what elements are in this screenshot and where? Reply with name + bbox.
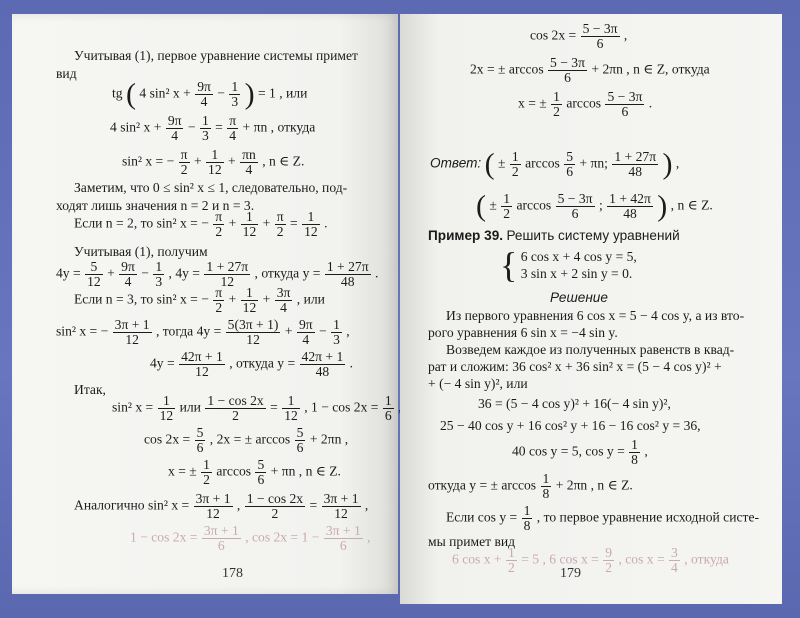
- formula-line: [110, 114, 315, 143]
- text-line: вид: [56, 66, 77, 81]
- text: , n ∈ Z.: [670, 197, 713, 213]
- page-number: 179: [560, 566, 581, 581]
- numerator: 1: [384, 393, 392, 408]
- numerator: 3π + 1: [203, 523, 239, 538]
- text: 4y =: [56, 265, 81, 281]
- denominator: 12: [220, 274, 235, 289]
- denominator: 2: [215, 300, 223, 315]
- denominator: 6: [566, 164, 574, 179]
- fraction: [227, 114, 238, 143]
- system-equation-1: 6 cos x + 4 cos y = 5,: [520, 249, 637, 264]
- paren-close: ): [657, 189, 668, 223]
- text: + 2πn ,: [309, 431, 349, 447]
- text: arccos: [525, 155, 560, 171]
- fraction: [603, 546, 614, 575]
- text: ±: [498, 155, 506, 171]
- text: −: [319, 323, 327, 339]
- formula-line: [144, 426, 348, 455]
- formula-line: [518, 90, 652, 119]
- formula-line: [430, 147, 680, 181]
- denominator: 4: [171, 128, 179, 143]
- example-label: Пример 39.: [428, 228, 504, 243]
- text: ,: [364, 497, 369, 513]
- numerator: 1: [333, 317, 340, 332]
- denominator: 3: [155, 274, 163, 289]
- text: = 1 , или: [257, 85, 308, 101]
- text: .: [374, 265, 379, 281]
- numerator: 1 − cos 2x: [207, 393, 264, 408]
- denominator: 4: [302, 332, 310, 347]
- text: Если n = 2, то sin² x = −: [74, 215, 209, 231]
- numerator: 1: [231, 79, 239, 94]
- text: + πn , n ∈ Z.: [270, 463, 341, 479]
- formula-line: 36 = (5 − 4 cos y)² + 16(− 4 sin y)²,: [478, 396, 671, 411]
- text: cos 2x =: [530, 27, 577, 43]
- denominator: 8: [523, 518, 531, 533]
- denominator: 6: [296, 440, 304, 455]
- numerator: πn: [242, 147, 256, 162]
- numerator: π: [215, 209, 223, 224]
- text: , 1 − cos 2x =: [304, 399, 379, 415]
- fraction: [605, 90, 644, 119]
- fraction: [195, 80, 213, 109]
- numerator: 1: [206, 148, 224, 163]
- text: Аналогично sin² x =: [74, 497, 190, 513]
- equation-system: [500, 245, 637, 285]
- numerator: π: [276, 209, 284, 224]
- formula-line: [112, 77, 308, 111]
- denominator: 48: [628, 164, 642, 179]
- numerator: 3π + 1: [114, 317, 150, 332]
- fraction: [612, 150, 658, 179]
- text-line: Учитывая (1), получим: [74, 244, 208, 259]
- fraction: [179, 148, 190, 177]
- system-equation-2: 3 sin x + 2 sin y = 0.: [520, 266, 633, 281]
- formula-line: [122, 148, 304, 177]
- fraction: [179, 350, 225, 379]
- denominator: 6: [621, 104, 629, 119]
- text: 4 sin² x +: [139, 85, 191, 101]
- denominator: 12: [242, 300, 257, 315]
- formula-line: [476, 189, 713, 223]
- denominator: 2: [271, 506, 279, 521]
- example-text: Решить систему уравнений: [506, 228, 680, 243]
- numerator: 5: [85, 260, 103, 275]
- formula-line: [168, 458, 341, 487]
- numerator: 5 − 3π: [557, 191, 593, 206]
- numerator: 1: [282, 394, 300, 409]
- text: = 5 , 6 cos x =: [521, 551, 599, 567]
- fraction: [383, 394, 394, 423]
- formula-line-faded: [130, 524, 371, 553]
- fraction: [85, 260, 103, 289]
- text: sin² x = −: [56, 323, 109, 339]
- denominator: 2: [503, 206, 511, 221]
- fraction: [166, 114, 184, 143]
- text: tg: [112, 85, 123, 101]
- text: , cos x =: [618, 551, 665, 567]
- fraction: [229, 80, 240, 109]
- numerator: 1 + 27π: [326, 259, 369, 274]
- text: , то первое уравнение исходной систе-: [536, 509, 760, 525]
- fraction: [153, 260, 164, 289]
- formula-line: [56, 318, 350, 347]
- text: ,: [236, 497, 241, 513]
- fraction: [240, 148, 258, 177]
- fraction: [556, 192, 595, 221]
- fraction: [607, 192, 653, 221]
- fraction: [205, 394, 265, 423]
- numerator: 5(3π + 1): [227, 317, 279, 332]
- text: , откуда: [684, 551, 729, 567]
- right-page: [400, 14, 782, 604]
- fraction: [275, 210, 286, 239]
- denominator: 12: [246, 332, 260, 347]
- denominator: 12: [206, 506, 220, 521]
- fraction: [564, 150, 575, 179]
- brace: {: [500, 245, 518, 285]
- numerator: 9π: [197, 79, 211, 94]
- text-line: рого уравнения 6 sin x = −4 sin y.: [428, 325, 618, 340]
- system-equations: [521, 248, 637, 282]
- text: 2x = ± arccos: [470, 61, 544, 77]
- numerator: 3π: [276, 285, 291, 300]
- denominator: 6: [339, 538, 347, 553]
- paren-open: (: [476, 189, 486, 223]
- fraction: [501, 192, 512, 221]
- fraction: [331, 318, 342, 347]
- text: +: [262, 215, 271, 231]
- numerator: 3π + 1: [323, 491, 359, 506]
- numerator: 1: [507, 545, 515, 560]
- text: +: [284, 323, 293, 339]
- fraction: [551, 90, 562, 119]
- fraction: [255, 458, 266, 487]
- denominator: 2: [605, 560, 613, 575]
- text: x = ±: [168, 463, 197, 479]
- text: .: [648, 95, 653, 111]
- text: или: [179, 399, 201, 415]
- numerator: 1: [203, 457, 210, 472]
- answer-label: Ответ:: [430, 155, 482, 171]
- fraction: [300, 350, 346, 379]
- fraction: [302, 210, 320, 239]
- text: 6 cos x +: [452, 551, 502, 567]
- formula-line: [428, 472, 633, 501]
- paren-close: ): [244, 77, 255, 111]
- text: 40 cos y = 5, cos y =: [512, 443, 625, 459]
- text: + πn , откуда: [242, 119, 316, 135]
- fraction: [506, 546, 517, 575]
- text: +: [228, 153, 236, 169]
- fraction: [324, 524, 363, 553]
- numerator: 5 − 3π: [550, 55, 585, 70]
- numerator: 9: [605, 545, 613, 560]
- text: +: [228, 291, 237, 307]
- text: + πn;: [579, 155, 608, 171]
- paren-close: ): [662, 147, 673, 181]
- numerator: 1: [158, 394, 176, 409]
- denominator: 6: [384, 408, 392, 423]
- numerator: 5: [296, 425, 304, 440]
- numerator: 1: [631, 437, 638, 452]
- fraction: [510, 150, 521, 179]
- denominator: 12: [87, 274, 101, 289]
- text: arccos: [566, 95, 602, 111]
- denominator: 12: [159, 408, 174, 423]
- formula-line: [112, 394, 401, 423]
- text: +: [107, 265, 115, 281]
- denominator: 6: [571, 206, 579, 221]
- fraction: [213, 210, 224, 239]
- fraction: [669, 546, 680, 575]
- numerator: 1: [302, 210, 320, 225]
- text: =: [270, 399, 278, 415]
- numerator: 9π: [298, 317, 313, 332]
- numerator: 9π: [167, 113, 182, 128]
- text: , n ∈ Z.: [262, 153, 305, 169]
- numerator: 9π: [121, 259, 135, 274]
- page-number: 178: [222, 566, 243, 581]
- fraction: [206, 148, 224, 177]
- fraction: [119, 260, 137, 289]
- text: +: [228, 215, 237, 231]
- numerator: 3π + 1: [195, 491, 231, 506]
- fraction: [295, 426, 306, 455]
- numerator: 1 + 27π: [206, 259, 249, 274]
- denominator: 12: [284, 408, 298, 423]
- denominator: 3: [333, 332, 340, 347]
- denominator: 48: [340, 274, 355, 289]
- text: , откуда y =: [254, 265, 321, 281]
- fraction: [241, 210, 259, 239]
- text-line: мы примет вид: [428, 534, 516, 549]
- text-line: Итак,: [74, 382, 106, 397]
- formula-line: [74, 492, 368, 521]
- numerator: π: [229, 113, 237, 128]
- fraction: [213, 286, 224, 315]
- denominator: 4: [200, 94, 208, 109]
- numerator: π: [180, 147, 188, 162]
- fraction: [204, 260, 250, 289]
- formula-line-faded: [452, 546, 729, 575]
- numerator: 5 − 3π: [582, 21, 618, 36]
- text-line: Учитывая (1), первое уравнение системы примет: [74, 48, 358, 63]
- numerator: 5 − 3π: [607, 89, 643, 104]
- text: + 2πn , n ∈ Z.: [555, 477, 633, 493]
- denominator: 3: [231, 94, 239, 109]
- left-page: [12, 14, 398, 594]
- fraction: [282, 394, 300, 423]
- fraction: [241, 286, 259, 315]
- text: −: [187, 119, 196, 135]
- text: ;: [598, 197, 603, 213]
- text: 4y =: [150, 355, 175, 371]
- fraction: [275, 286, 293, 315]
- denominator: 4: [124, 274, 132, 289]
- text: =: [309, 497, 318, 513]
- formula-line: [74, 286, 325, 315]
- text: ,: [623, 27, 628, 43]
- denominator: 12: [195, 364, 209, 379]
- denominator: 2: [507, 560, 515, 575]
- numerator: 5: [566, 149, 574, 164]
- fraction: [195, 426, 206, 455]
- denominator: 8: [631, 452, 638, 467]
- text: 1 − cos 2x =: [130, 529, 198, 545]
- text: ,: [644, 443, 648, 459]
- denominator: 6: [596, 36, 604, 51]
- fraction: [200, 114, 211, 143]
- denominator: 2: [553, 104, 560, 119]
- formula-line: [74, 210, 327, 239]
- numerator: 5: [257, 457, 265, 472]
- denominator: 12: [304, 224, 318, 239]
- numerator: 1: [241, 286, 259, 301]
- text-line: рат и сложим: 36 cos² x + 36 sin² x = (5 − 4 cos y)² +: [428, 359, 722, 374]
- numerator: 3π + 1: [325, 523, 361, 538]
- denominator: 8: [542, 486, 550, 501]
- text: −: [217, 85, 225, 101]
- text-line: Из первого уравнения 6 cos x = 5 − 4 cos y, а из вто-: [446, 308, 745, 323]
- denominator: 48: [623, 206, 637, 221]
- text: ,: [367, 529, 371, 545]
- text: , или: [296, 291, 325, 307]
- numerator: 1 + 42π: [609, 191, 651, 206]
- denominator: 4: [671, 560, 678, 575]
- numerator: 1: [241, 210, 259, 225]
- numerator: 1: [542, 471, 550, 486]
- denominator: 2: [203, 472, 210, 487]
- text: x = ±: [518, 95, 547, 111]
- formula-line: 25 − 40 cos y + 16 cos² y + 16 − 16 cos² y = 36,: [440, 418, 701, 433]
- numerator: 3: [671, 545, 678, 560]
- text: +: [193, 153, 202, 169]
- denominator: 2: [232, 408, 239, 423]
- numerator: 1: [503, 191, 511, 206]
- text: =: [290, 215, 298, 231]
- numerator: 1: [511, 149, 519, 164]
- formula-line: [470, 56, 710, 85]
- denominator: 2: [180, 162, 188, 177]
- denominator: 48: [315, 364, 330, 379]
- formula-line: [446, 504, 759, 533]
- text: .: [349, 355, 354, 371]
- text-line: + (− 4 sin y)², или: [428, 376, 528, 391]
- text: −: [141, 265, 149, 281]
- numerator: 1: [523, 503, 531, 518]
- denominator: 6: [564, 70, 571, 85]
- formula-line: [530, 22, 627, 51]
- text: , cos 2x = 1 −: [245, 529, 320, 545]
- text: .: [324, 215, 328, 231]
- text: 4 sin² x +: [110, 119, 162, 135]
- denominator: 12: [208, 162, 222, 177]
- text: arccos: [216, 463, 252, 479]
- numerator: 5: [196, 425, 204, 440]
- denominator: 4: [280, 300, 287, 315]
- fraction: [194, 492, 233, 521]
- fraction: [201, 458, 212, 487]
- text: sin² x =: [112, 399, 154, 415]
- numerator: π: [215, 285, 223, 300]
- denominator: 4: [245, 162, 253, 177]
- text: ,: [675, 155, 680, 171]
- fraction: [113, 318, 152, 347]
- text: arccos: [516, 197, 552, 213]
- text: +: [262, 291, 271, 307]
- text: ,: [346, 323, 350, 339]
- paren-open: (: [125, 77, 136, 111]
- fraction: [226, 318, 281, 347]
- text: Если n = 3, то sin² x = −: [74, 291, 209, 307]
- solution-heading: Решение: [550, 290, 608, 305]
- example-heading: [428, 228, 680, 244]
- denominator: 2: [276, 224, 284, 239]
- fraction: [581, 22, 620, 51]
- text: , 4y =: [168, 265, 200, 281]
- formula-line: [150, 350, 353, 379]
- denominator: 4: [229, 128, 237, 143]
- numerator: 42π + 1: [181, 349, 223, 364]
- fraction: [541, 472, 552, 501]
- numerator: 1: [553, 89, 560, 104]
- denominator: 12: [334, 506, 348, 521]
- text: , тогда 4y =: [156, 323, 222, 339]
- text: sin² x = −: [122, 153, 175, 169]
- fraction: [522, 504, 533, 533]
- denominator: 12: [125, 332, 139, 347]
- text: , 2x = ± arccos: [209, 431, 291, 447]
- fraction: [325, 260, 371, 289]
- numerator: 1 + 27π: [614, 149, 657, 164]
- text: =: [215, 119, 223, 135]
- fraction: [548, 56, 587, 85]
- fraction: [297, 318, 315, 347]
- numerator: 1: [201, 113, 209, 128]
- text-line: Заметим, что 0 ≤ sin² x ≤ 1, следовательно, под-: [74, 180, 348, 195]
- denominator: 6: [257, 472, 265, 487]
- text: ±: [489, 197, 497, 213]
- paren-open: (: [484, 147, 495, 181]
- denominator: 6: [217, 538, 225, 553]
- fraction: [202, 524, 241, 553]
- fraction: [245, 492, 305, 521]
- denominator: 12: [242, 224, 257, 239]
- denominator: 6: [196, 440, 204, 455]
- denominator: 2: [215, 224, 223, 239]
- text-line: Возведем каждое из полученных равенств в квад-: [446, 342, 735, 357]
- denominator: 2: [511, 164, 519, 179]
- text: откуда y = ± arccos: [428, 477, 537, 493]
- text: , откуда y =: [229, 355, 296, 371]
- text: cos 2x =: [144, 431, 191, 447]
- text: + 2πn , n ∈ Z, откуда: [591, 61, 710, 77]
- fraction: [629, 438, 640, 467]
- text: Если cos y =: [446, 509, 518, 525]
- fraction: [158, 394, 176, 423]
- numerator: 1 − cos 2x: [246, 491, 304, 506]
- formula-line: [512, 438, 648, 467]
- fraction: [322, 492, 361, 521]
- numerator: 42π + 1: [301, 349, 344, 364]
- denominator: 3: [201, 128, 209, 143]
- text-line: ходят лишь значения n = 2 и n = 3.: [56, 198, 255, 213]
- numerator: 1: [155, 259, 163, 274]
